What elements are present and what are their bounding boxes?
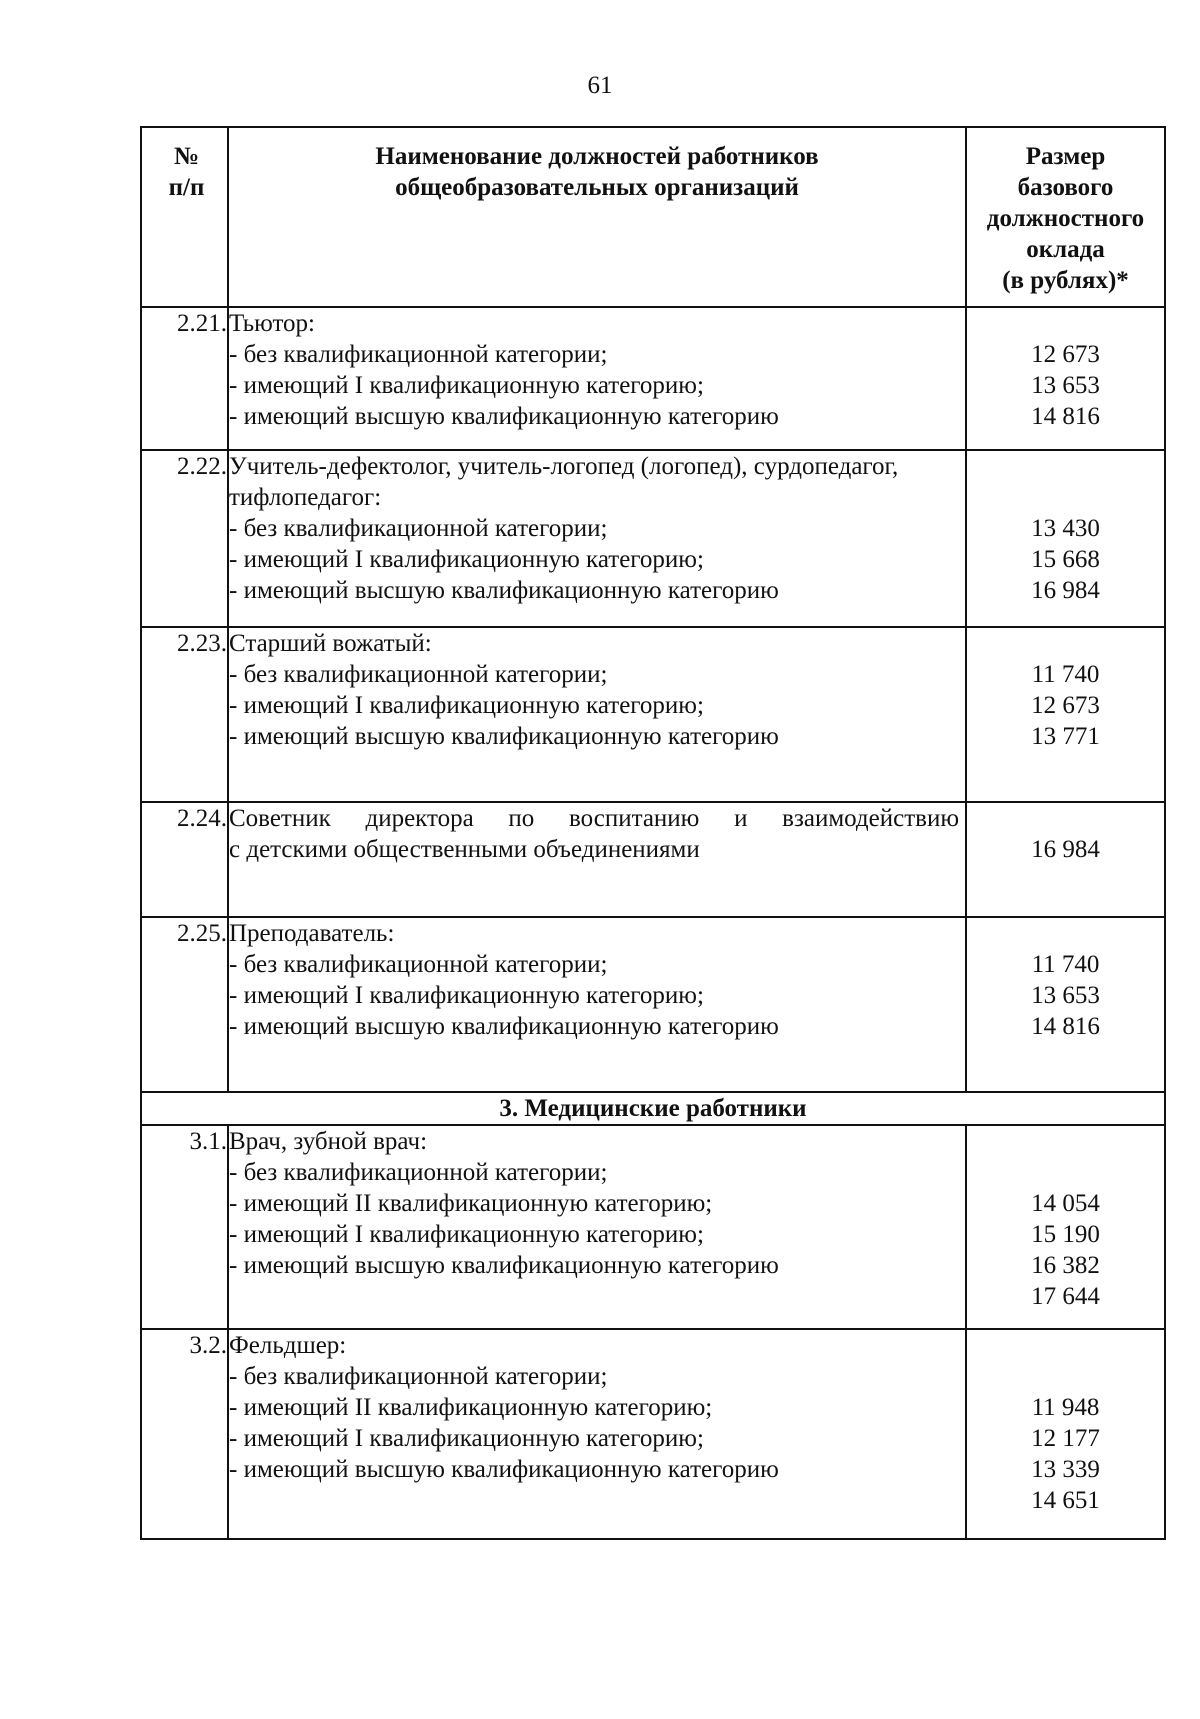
position-line: - имеющий I квалификационную категорию; [229,372,704,399]
row-salaries [966,1125,1165,1329]
salary-value [967,451,1164,482]
salary-value: 11 740 [1031,661,1100,688]
salary-value: 11 740 [1031,951,1100,978]
row-salaries [966,450,1165,627]
position-line: - без квалификационной категории; [229,515,608,542]
salary-value [967,918,1164,949]
position-line: - имеющий I квалификационную категорию; [229,692,704,719]
table-row [141,450,1165,627]
row-positions [228,802,966,917]
position-line: - имеющий высшую квалификационную категорию [229,1456,779,1483]
row-number: 2.22. [141,450,228,627]
salary-value: 16 984 [1031,836,1100,863]
row-salaries [966,627,1165,802]
salary-value [967,1157,1164,1188]
salary-value: 13 430 [1031,515,1100,542]
position-line: - без квалификационной категории; [229,661,608,688]
salary-value: 15 668 [1031,546,1100,573]
row-positions [228,307,966,450]
header-number-line: п/п [168,174,205,201]
salary-value [967,803,1164,834]
position-line: - имеющий высшую квалификационную категорию [229,1013,779,1040]
position-line: - без квалификационной категории; [229,1159,608,1186]
salary-value: 16 984 [1031,577,1100,604]
header-salary-line: (в рублях)* [1002,267,1129,294]
salary-table [140,126,1166,1540]
salary-value: 13 339 [1031,1456,1100,1483]
position-line: - имеющий высшую квалификационную категорию [229,577,779,604]
salary-value: 13 771 [1031,723,1100,750]
salary-value [967,308,1164,339]
position-line: - имеющий II квалификационную категорию; [229,1190,713,1217]
position-line: - имеющий высшую квалификационную категорию [229,403,779,430]
salary-value [967,482,1164,513]
salary-value: 15 190 [1031,1221,1100,1248]
position-line: тифлопедагог: [229,484,382,511]
row-positions [228,917,966,1092]
position-line: - без квалификационной категории; [229,1363,608,1390]
page-number: 61 [587,72,613,99]
salary-value [967,628,1164,659]
salary-value [967,1330,1164,1361]
position-line: Преподаватель: [229,920,395,947]
position-line: - имеющий I квалификационную категорию; [229,1221,704,1248]
position-line: - имеющий I квалификационную категорию; [229,546,704,573]
position-line: - без квалификационной категории; [229,341,608,368]
position-line: - имеющий высшую квалификационную категорию [229,1252,779,1279]
position-line: с детскими общественными объединениями [229,836,700,863]
salary-value: 14 651 [1031,1487,1100,1514]
header-salary-line: Размер [1025,143,1106,170]
position-line: Фельдшер: [229,1332,347,1359]
row-positions [228,450,966,627]
table-row [141,917,1165,1092]
salary-value: 11 948 [1031,1394,1100,1421]
section-title: 3. Медицинские работники [141,1092,1165,1125]
salary-value [967,1361,1164,1392]
position-line: Врач, зубной врач: [229,1128,428,1155]
table-row [141,1125,1165,1329]
position-line: Тьютор: [229,310,315,337]
row-salaries [966,307,1165,450]
salary-value: 13 653 [1031,372,1100,399]
row-number: 2.23. [141,627,228,802]
section-row [141,1092,1165,1125]
header-name-line: общеобразовательных организаций [395,174,799,201]
position-line: Старший вожатый: [229,630,432,657]
header-number-line: № [173,143,200,170]
salary-value [967,1126,1164,1157]
salary-value: 14 816 [1031,1013,1100,1040]
position-line: Советник директора по воспитанию и взаимодействию [229,805,959,832]
row-salaries [966,1329,1165,1539]
position-line: - имеющий высшую квалификационную категорию [229,723,779,750]
header-salary-line: должностного [986,205,1145,232]
header-name-line: Наименование должностей работников [375,143,819,170]
salary-value: 14 816 [1031,403,1100,430]
salary-value: 16 382 [1031,1252,1100,1279]
row-number: 2.24. [141,802,228,917]
salary-value: 12 673 [1031,692,1100,719]
table-row [141,802,1165,917]
position-line: - без квалификационной категории; [229,951,608,978]
row-positions [228,1125,966,1329]
header-number [141,127,228,307]
header-salary-line: базового [1017,174,1114,201]
header-salary [966,127,1165,307]
table-row [141,627,1165,802]
salary-value: 12 673 [1031,341,1100,368]
salary-value: 12 177 [1031,1425,1100,1452]
salary-value: 17 644 [1031,1283,1100,1310]
position-line: - имеющий I квалификационную категорию; [229,1425,704,1452]
row-positions [228,627,966,802]
row-salaries [966,802,1165,917]
header-position-name [228,127,966,307]
position-line: - имеющий I квалификационную категорию; [229,982,704,1009]
table-header-row [141,127,1165,307]
row-number: 2.25. [141,917,228,1092]
row-number: 3.1. [141,1125,228,1329]
position-line: - имеющий II квалификационную категорию; [229,1394,713,1421]
table-row [141,307,1165,450]
salary-value: 14 054 [1031,1190,1100,1217]
header-salary-line: оклада [1026,236,1105,263]
row-positions [228,1329,966,1539]
row-number: 2.21. [141,307,228,450]
table-row [141,1329,1165,1539]
position-line: Учитель-дефектолог, учитель-логопед (логопед), сурдопедагог, [229,453,899,480]
salary-value: 13 653 [1031,982,1100,1009]
row-salaries [966,917,1165,1092]
row-number: 3.2. [141,1329,228,1539]
